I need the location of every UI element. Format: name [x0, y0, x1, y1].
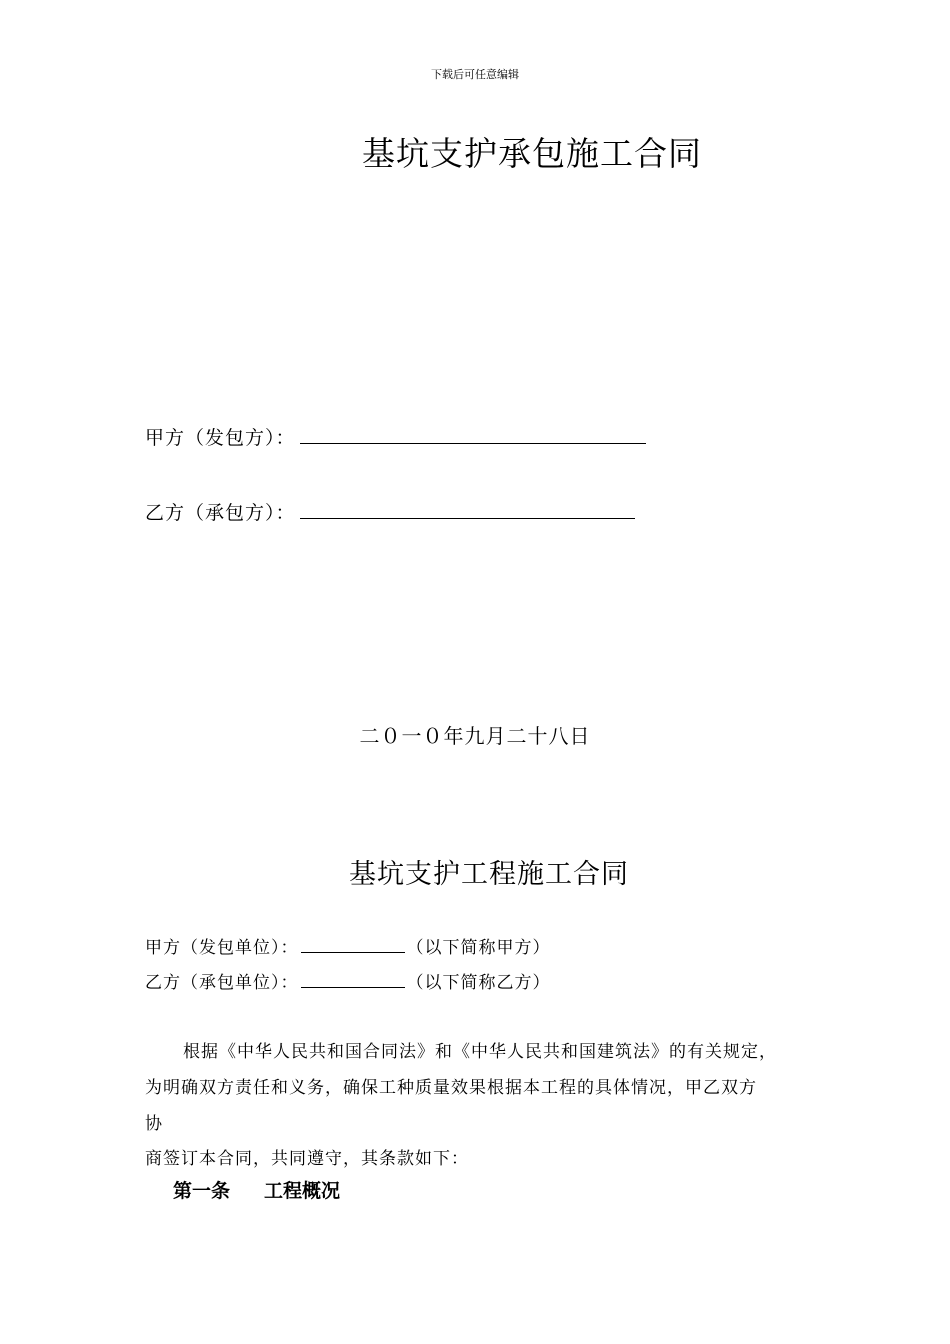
party-a-line: [145, 423, 646, 450]
article-title: 工程概况: [264, 1180, 341, 1202]
paragraph-line-3: 协: [145, 1114, 163, 1134]
unit-b-blank: [301, 971, 405, 988]
header-note: 下载后可任意编辑: [431, 68, 519, 81]
party-a-blank: [300, 425, 646, 444]
party-a-label: 甲方（发包方）：: [145, 427, 296, 449]
party-b-label: 乙方（承包方）：: [145, 502, 296, 524]
article-heading: [173, 1176, 340, 1203]
section-title: 基坑支护工程施工合同: [349, 859, 629, 890]
unit-a-blank: [301, 936, 405, 953]
unit-a-suffix: （以下简称甲方）: [406, 938, 551, 958]
party-b-blank: [300, 500, 635, 519]
contract-title: 基坑支护承包施工合同: [362, 134, 702, 173]
unit-a-label: 甲方（发包单位）：: [145, 938, 299, 958]
unit-b-suffix: （以下简称乙方）: [406, 973, 551, 993]
article-number: 第一条: [173, 1180, 231, 1202]
party-b-line: [145, 498, 635, 525]
unit-a-line: [145, 933, 551, 958]
contract-date: 二０一０年九月二十八日: [359, 724, 591, 748]
unit-b-label: 乙方（承包单位）：: [145, 973, 299, 993]
paragraph-line-2: 为明确双方责任和义务，确保工种质量效果根据本工程的具体情况，甲乙双方: [145, 1078, 757, 1098]
paragraph-line-1: 根据《中华人民共和国合同法》和《中华人民共和国建筑法》的有关规定，: [183, 1042, 777, 1062]
unit-b-line: [145, 968, 551, 993]
paragraph-line-4: 商签订本合同，共同遵守，其条款如下：: [145, 1149, 469, 1169]
